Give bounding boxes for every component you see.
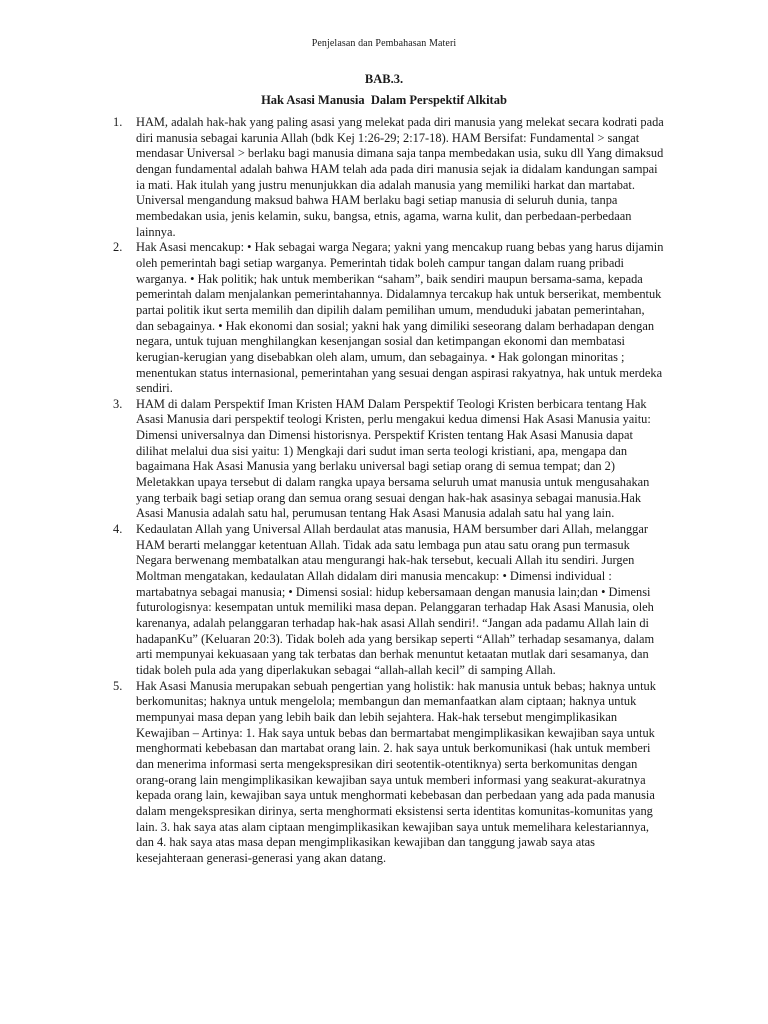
list-item-text: HAM, adalah hak-hak yang paling asasi yang melekat pada diri manusia yang melekat secara kodrati pada diri manusia sebagai karunia Allah (bdk Kej 1:26-29; 2:17-18). HAM Bersifat: Fundamental > sangat mendasar Universal > berlaku bagi manusia dimana saja tanpa membedakan usia, suku dll Yang dimaksud dengan fundamental adalah bahwa HAM telah ada pada diri manusia sejak ia didalam kandungan sampai ia mati. Hak itulah yang justru menunjukkan dia adalah manusia yang memiliki harkat dan martabat. Universal mengandung maksud bahwa HAM berlaku bagi setiap manusia di seluruh dunia, tanpa membedakan usia, jenis kelamin, suku, bangsa, etnis, agama, warna kulit, dan perbedaan-perbedaan lainnya. <box>136 115 664 239</box>
list-item-number: 3. <box>113 396 123 411</box>
list-item-text: Hak Asasi mencakup: • Hak sebagai warga Negara; yakni yang mencakup ruang bebas yang harus dijamin oleh pemerintah bagi setiap warganya. Pemerintah tidak boleh campur tangan dalam ruang pribadi warganya. • Hak politik; hak untuk memberikan “saham”, baik sendiri maupun bersama-sama, kepada pemerintah dalam menjalankan pemerintahannya. Didalamnya tercakup hak untuk berserikat, membentuk partai politik ikut serta memilih dan dipilih dalam pemilihan umum, menduduki jabatan pemerintahan, dan sebagainya. • Hak ekonomi dan sosial; yakni hak yang dimiliki seseorang dalam berhadapan dengan negara, untuk tujuan menghilangkan kesenjangan sosial dan ketimpangan ekonomi dan membatasi kerugian-kerugian yang disebabkan oleh alam, umum, dan sebagainya. • Hak golongan minoritas ; menentukan status internasional, pemerintahan yang sesuai dengan aspirasi rakyatnya, hak untuk merdeka sendiri. <box>136 240 664 396</box>
list-item-number: 5. <box>113 678 123 693</box>
numbered-list <box>0 115 664 867</box>
chapter-title: Hak Asasi Manusia Dalam Perspektif Alkitab <box>261 93 507 107</box>
list-item-text: HAM di dalam Perspektif Iman Kristen HAM Dalam Perspektif Teologi Kristen berbicara tentang Hak Asasi Manusia dari perspektif teologi Kristen, perlu mengakui kedua dimensi Hak Asasi Manusia yaitu: Dimensi universalnya dan Dimensi historisnya. Perspektif Kristen tentang Hak Asasi Manusia dapat dilihat melalui dua sisi yaitu: 1) Mengkaji dari sudut iman serta teologi kristiani, apa, mengapa dan bagaimana Hak Asasi Manusia yang berlaku universal bagi setiap orang di semua tempat; dan 2) Meletakkan upaya tersebut di dalam rangka upaya bersama seluruh umat manusia untuk mengusahakan yang terbaik bagi setiap orang dan semua orang sesuai dengan hak-hak asasinya sebagai manusia.Hak Asasi Manusia adalah satu hal, perumusan tentang Hak Asasi Manusia adalah satu hal yang lain. <box>136 396 651 521</box>
list-item <box>0 522 664 679</box>
list-item <box>0 397 664 522</box>
running-header: Penjelasan dan Pembahasan Materi <box>311 38 457 49</box>
list-item-text: Kedaulatan Allah yang Universal Allah berdaulat atas manusia, HAM bersumber dari Allah, melanggar HAM berarti melanggar ketentuan Allah. Tidak ada satu lembaga pun atau satu orang pun termasuk Negara berwenang membatalkan atau mengurangi hak-hak tersebut, kecuali Allah itu sendiri. Jurgen Moltman mengatakan, kedaulatan Allah didalam diri manusia mencakup: • Dimensi individual : martabatnya sebagai manusia; • Dimensi sosial: hidup kebersamaan dengan manusia lain;dan • Dimensi futurologisnya: kesempatan untuk memiliki masa depan. Pelanggaran terhadap Hak Asasi Manusia, oleh karenanya, adalah pelanggaran terhadap hak-hak asasi Allah sendiri!. “Jangan ada padamu Allah lain di hadapanKu” (Keluaran 20:3). Tidak boleh ada yang bersikap seperti “Allah” terhadap sesamanya, dalam arti mempunyai kekuasaan yang tak terbatas dan berhak menuntut ketaatan mutlak dari sesamanya, dan tidak boleh pula ada yang diperlakukan sebagai “allah-allah kecil” di samping Allah. <box>136 522 655 677</box>
list-item <box>0 679 664 867</box>
list-item-number: 2. <box>113 240 123 255</box>
list-item <box>0 115 664 240</box>
list-item-number: 4. <box>113 522 123 537</box>
list-item-text: Hak Asasi Manusia merupakan sebuah pengertian yang holistik: hak manusia untuk bebas; haknya untuk berkomunitas; haknya untuk mengelola; membangun dan memanfaatkan alam ciptaan; haknya untuk mempunyai masa depan yang lebih baik dan lebih sejahtera. Hak-hak tersebut mengimplikasikan Kewajiban – Artinya: 1. Hak saya untuk bebas dan bermartabat mengimplikasikan kewajiban saya untuk menghormati kebebasan dan martabat orang lain. 2. hak saya untuk berkomunikasi (hak untuk memberi dan menerima informasi serta mengekspresikan diri seotentik-otentiknya) serta berkomunitas dengan orang-orang lain mengimplikasikan kewajiban saya untuk memberi informasi yang seakurat-akuratnya kepada orang lain, kewajiban saya untuk menghormati kebebasan dan perbedaan yang ada pada manusia dalam mengekspresikan dirinya, serta menghormati eksistensi serta identitas komunitas-komunitas yang lain. 3. hak saya atas alam ciptaan mengimplikasikan kewajiban saya untuk memelihara kelestariannya, dan 4. hak saya atas masa depan mengimplikasikan kewajiban dan tanggung jawab saya atas kesejahteraan generasi-generasi yang akan datang. <box>136 678 656 865</box>
chapter-label: BAB.3. <box>364 72 404 86</box>
list-item-number: 1. <box>113 115 123 129</box>
list-item <box>0 240 664 397</box>
